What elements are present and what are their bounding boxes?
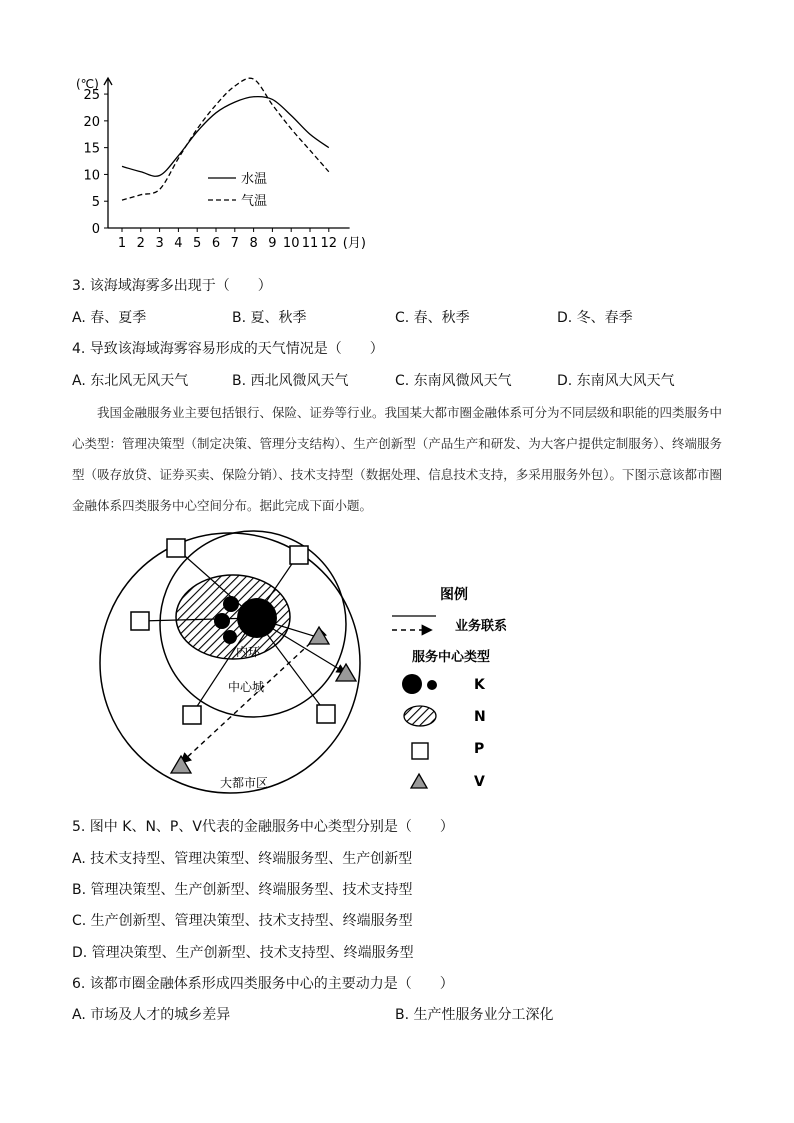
legend-n-symbol (404, 706, 436, 726)
legend-label: 气温 (241, 194, 268, 209)
label-inner-ring: 内环 (236, 645, 261, 659)
legend-type-title: 服务中心类型 (412, 650, 491, 665)
y-unit-label: (℃) (76, 77, 99, 91)
legend-p-symbol (412, 743, 428, 759)
q4-option-a[interactable]: A. 东北风无风天气 (72, 373, 189, 389)
x-tick-label: 4 (174, 236, 183, 251)
x-tick-label: 3 (155, 236, 164, 251)
legend-label: 水温 (241, 172, 268, 187)
legend-v-symbol (411, 774, 427, 788)
q4-option-b[interactable]: B. 西北风微风天气 (232, 373, 349, 389)
outer-ring-metro-area (100, 533, 360, 793)
chart-lines (122, 78, 329, 200)
q4-option-d[interactable]: D. 东南风大风天气 (557, 373, 675, 389)
q3-option-b[interactable]: B. 夏、秋季 (232, 310, 307, 326)
y-tick-label: 20 (83, 114, 100, 130)
x-tick-label: 11 (301, 236, 319, 251)
y-tick-label: 15 (83, 141, 100, 157)
x-tick-label: 7 (230, 236, 239, 251)
legend-p-label: P (474, 741, 485, 757)
y-tick-label: 5 (91, 195, 100, 211)
x-tick-label: 6 (211, 236, 221, 251)
question-6-stem: 6. 该都市圈金融体系形成四类服务中心的主要动力是（ ） (72, 976, 454, 992)
legend-k-large (402, 674, 422, 694)
q5-option-b[interactable]: B. 管理决策型、生产创新型、终端服务型、技术支持型 (72, 882, 413, 898)
k-center-small (223, 596, 239, 612)
legend-v-label: V (474, 774, 485, 790)
x-tick-label: 1 (117, 236, 127, 251)
k-center-small (223, 630, 237, 644)
legend-link-label: 业务联系 (455, 619, 508, 634)
chart-legend (208, 171, 267, 209)
question-4-stem: 4. 导致该海域海雾容易形成的天气情况是（ ） (72, 341, 384, 357)
x-tick-label: 5 (193, 236, 202, 251)
x-unit-label: (月) (342, 236, 366, 251)
financial-center-diagram (90, 520, 710, 805)
q5-option-c[interactable]: C. 生产创新型、管理决策型、技术支持型、终端服务型 (72, 913, 413, 929)
passage-paragraph: 我国金融服务业主要包括银行、保险、证券等行业。我国某大都市圈金融体系可分为不同层级和职能的四类服务中心类型：管理决策型（制定决策、管理分支结构）、生产创新型（产品生产和研发、为大客户提供定制服务）、终端服务型（吸存放贷、证券买卖、保险分销）、技术支持型（数据处理、信息技术支持，多采用服务外包）。下图示意该都市圈金融体系四类服务中心空间分布。据此完成下面小题。 (72, 405, 723, 513)
y-tick-label: 25 (83, 88, 100, 104)
q4-option-c[interactable]: C. 东南风微风天气 (395, 373, 512, 389)
q3-option-a[interactable]: A. 春、夏季 (72, 310, 147, 326)
x-tick-label: 8 (249, 236, 258, 251)
q6-option-b[interactable]: B. 生产性服务业分工深化 (395, 1007, 554, 1023)
label-central-city: 中心城 (228, 680, 265, 694)
q6-option-a[interactable]: A. 市场及人才的城乡差异 (72, 1007, 231, 1023)
legend-k-label: K (474, 677, 485, 693)
series-line-water-temp (122, 97, 329, 177)
q3-option-c[interactable]: C. 春、秋季 (395, 310, 470, 326)
x-tick-label: 10 (282, 236, 300, 251)
legend-k-small (427, 680, 437, 690)
y-tick-label: 0 (91, 222, 100, 237)
series-line-air-temp (122, 78, 329, 200)
temperature-chart (60, 70, 400, 260)
q3-option-d[interactable]: D. 冬、春季 (557, 310, 633, 326)
q5-option-a[interactable]: A. 技术支持型、管理决策型、终端服务型、生产创新型 (72, 851, 413, 867)
y-tick-label: 10 (83, 168, 100, 184)
x-tick-label: 9 (268, 236, 277, 251)
x-tick-label: 2 (136, 236, 145, 251)
question-3-stem: 3. 该海域海雾多出现于（ ） (72, 278, 272, 294)
legend-n-label: N (474, 709, 486, 725)
question-5-stem: 5. 图中 K、N、P、V代表的金融服务中心类型分别是（ ） (72, 819, 454, 835)
k-center-small (214, 613, 230, 629)
q5-option-d[interactable]: D. 管理决策型、生产创新型、技术支持型、终端服务型 (72, 945, 414, 961)
legend-title: 图例 (440, 587, 468, 603)
k-center-large (237, 598, 277, 638)
label-metro-area: 大都市区 (220, 776, 269, 790)
reading-passage (72, 397, 722, 521)
x-tick-label: 12 (320, 236, 338, 251)
